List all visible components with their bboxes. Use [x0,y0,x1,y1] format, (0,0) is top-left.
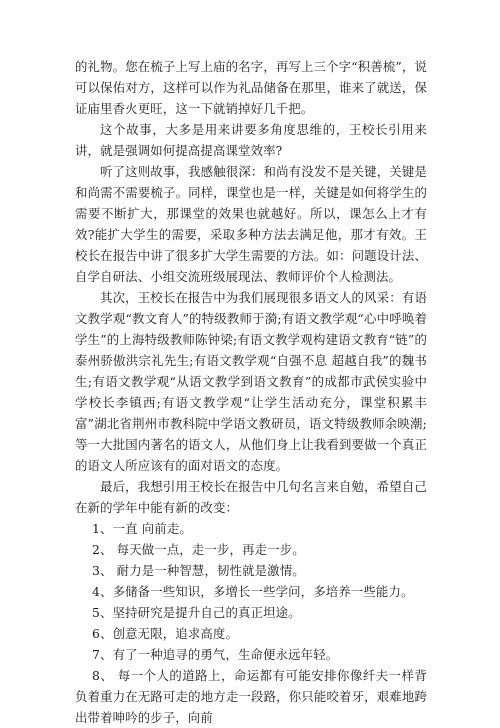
paragraph-reflection: 听了这则故事，我感触很深：和尚有没发不是关键，关键是和尚需不需要梳子。同样，课堂也是一样，关键是如何将学生的需要不断扩大，那课堂的效果也就越好。所以，课怎么上才有效?能扩大学生的需要，采取多种方法去满足他，那才有效。王校长在报告中讲了很多扩大学生需要的方法。如：问题设计法、自学自研法、小组交流班级展现法、教师评价个人检测法。 [75,164,427,284]
list-item: 5、坚持研究是提升自己的真正坦途。 [92,605,301,620]
paragraph-story-purpose: 这个故事，大多是用来讲要多角度思维的，王校长引用来讲，就是强调如何提高提高课堂效率? [75,122,427,158]
list-item: 2、 每天做一点，走一步，再走一步。 [92,542,305,557]
paragraph-gift: 的礼物。您在梳子上写上庙的名字，再写上三个字“积善梳”，说可以保佑对方，这样可以作为礼品储备在那里，谁来了就送，保证庙里香火更旺，这一下就销掉好几千把。 [75,59,427,116]
list-item: 4、多储备一些知识，多增长一些学问，多培养一些能力。 [92,584,414,599]
list-item: 1、一直 向前走。 [92,521,192,536]
list-item: 7、有了一种追寻的勇气，生命便永远年轻。 [92,647,339,662]
list-item: 6、创意无限，追求高度。 [92,626,238,641]
paragraph-chinese-teachers: 其次，王校长在报告中为我们展现很多语文人的风采：有语文教学观“教文育人”的特级教师于漪;有语文教学观“心中呼唤着学生”的上海特级教师陈钟梁;有语文教学观构建语文教育“链”的泰州骄傲洪宗礼先生;有语文教学观“自强不息 超越自我”的魏书生;有语文教学观“从语文教学到语文教育”的成都市武侯实验中学校长李镇西;有语文教学观“让学生活动充分，课堂积累丰富”湖北省荆州市教科院中学语文教研员，语文特级教师余映潮;等一大批国内著名的语文人，从他们身上让我看到要做一个真正的语文人所应该有的面对语文的态度。 [75,290,427,473]
document-page [75,56,427,728]
quote-list [75,518,427,728]
list-item: 3、 耐力是一种智慧，韧性就是激情。 [92,563,305,578]
paragraph-conclusion: 最后，我想引用王校长在报告中几句名言来自勉，希望自己在新的学年中能有新的改变： [75,479,427,515]
list-item: 8、 每一个人的道路上，命运都有可能安排你像纤夫一样背负着重力在无路可走的地方走一段路，你只能咬着牙，艰难地跨出带着呻吟的步子，向前 [75,668,427,725]
